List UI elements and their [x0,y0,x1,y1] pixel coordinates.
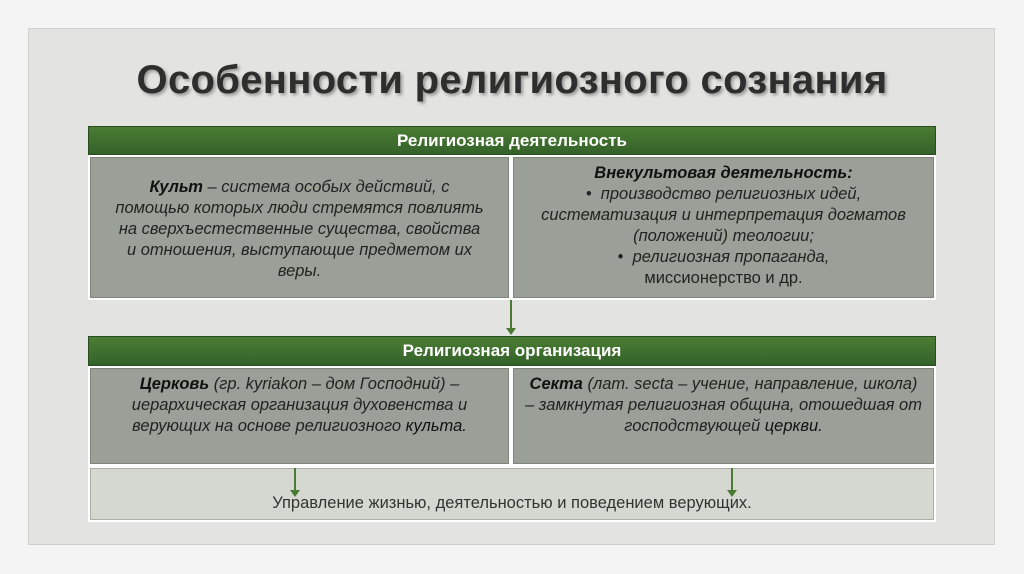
cult-cell [88,155,511,300]
cult-definition: – система особых действий, с помощью которых люди стремятся повлиять на сверхъестественные существа, свойства и отношения, выступающие предметом их веры. [115,178,484,280]
church-definition: (гр. kyriakon – дом Господний) – иерархическая организация духовенства и верующих на основе религиозного [131,375,468,435]
page-title: Особенности религиозного сознания [136,58,888,102]
connector-arrow [510,300,512,330]
extra-cult-item [527,184,920,247]
sect-term: Секта [529,375,583,393]
arrow-down-icon [290,490,300,497]
sect-definition: (лат. secta – учение, направление, школа) – замкнутая религиозная община, отошедшая от господствующей [525,375,922,435]
church-term: Церковь [139,375,210,393]
organization-header [88,336,936,366]
extra-cult-item-text: производство религиозных идей, систематизация и интерпретация догматов (положений) теологии; [541,185,906,245]
church-tail: культа. [405,417,467,435]
extra-cult-item [527,247,920,289]
cult-term: Культ [149,178,203,196]
sect-cell [511,366,936,466]
organization-header-label: Религиозная организация [402,341,622,360]
arrow-down-icon [506,328,516,335]
conclusion-cell [88,466,936,522]
connector-arrow [294,468,296,492]
extra-cult-cell [511,155,936,300]
activity-header-label: Религиозная деятельность [397,131,627,150]
sect-tail: церкви. [764,417,823,435]
extra-cult-title: Внекультовая деятельность: [594,164,853,182]
church-cell [88,366,511,466]
extra-cult-item-text: религиозная пропаганда, [632,248,830,266]
connector-arrow [731,468,733,492]
activity-header [88,126,936,155]
extra-cult-item-tail: миссионерство и др. [644,269,803,287]
arrow-down-icon [727,490,737,497]
conclusion-text: Управление жизнью, деятельностью и поведением верующих. [272,494,752,512]
bullet-icon: • [617,248,633,266]
bullet-icon: • [585,185,601,203]
